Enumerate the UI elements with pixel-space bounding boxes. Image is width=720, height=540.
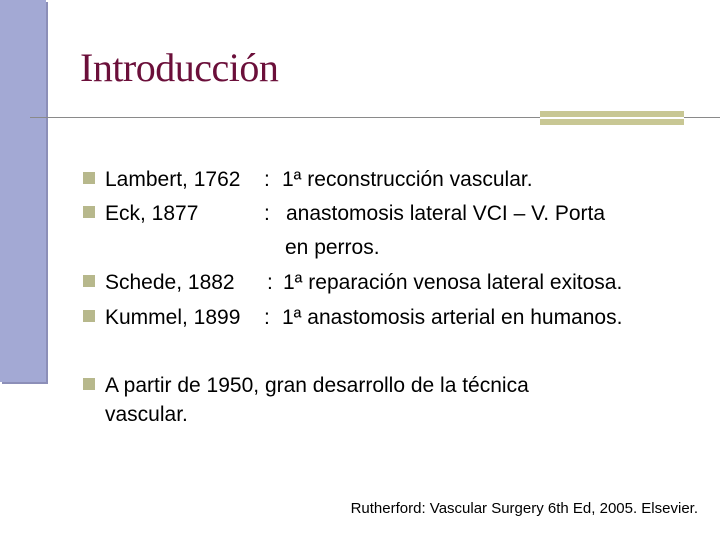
bullet-item (83, 202, 605, 226)
bullet-separator: : (267, 271, 273, 294)
divider-accent (540, 111, 684, 125)
bullet-continuation: en perros. (285, 236, 380, 259)
bullet-text: A partir de 1950, gran desarrollo de la técnica (105, 374, 529, 397)
bullet-continuation: vascular. (105, 403, 188, 426)
bullet-separator: : (264, 202, 270, 225)
bullet-author: Lambert, 1762 (105, 168, 241, 191)
bullet-icon (83, 378, 95, 390)
bullet-icon (83, 310, 95, 322)
citation: Rutherford: Vascular Surgery 6th Ed, 2005. Elsevier. (350, 500, 698, 517)
bullet-author: Eck, 1877 (105, 202, 199, 225)
bullet-text: anastomosis lateral VCI – V. Porta (286, 202, 606, 225)
bullet-item (83, 168, 533, 192)
bullet-separator: : (264, 306, 270, 329)
bullet-text: 1ª reconstrucción vascular. (282, 168, 533, 191)
bullet-icon (83, 275, 95, 287)
bullet-item (83, 306, 622, 330)
bullet-text: 1ª reparación venosa lateral exitosa. (283, 271, 623, 294)
bullet-icon (83, 206, 95, 218)
bullet-author: Schede, 1882 (105, 271, 235, 294)
slide-title: Introducción (80, 45, 279, 90)
bullet-text: 1ª anastomosis arterial en humanos. (282, 306, 623, 329)
bullet-item (83, 271, 622, 295)
bullet-icon (83, 172, 95, 184)
bullet-author: Kummel, 1899 (105, 306, 241, 329)
side-decor-bar (0, 0, 46, 382)
bullet-item (83, 374, 529, 398)
bullet-separator: : (264, 168, 270, 191)
